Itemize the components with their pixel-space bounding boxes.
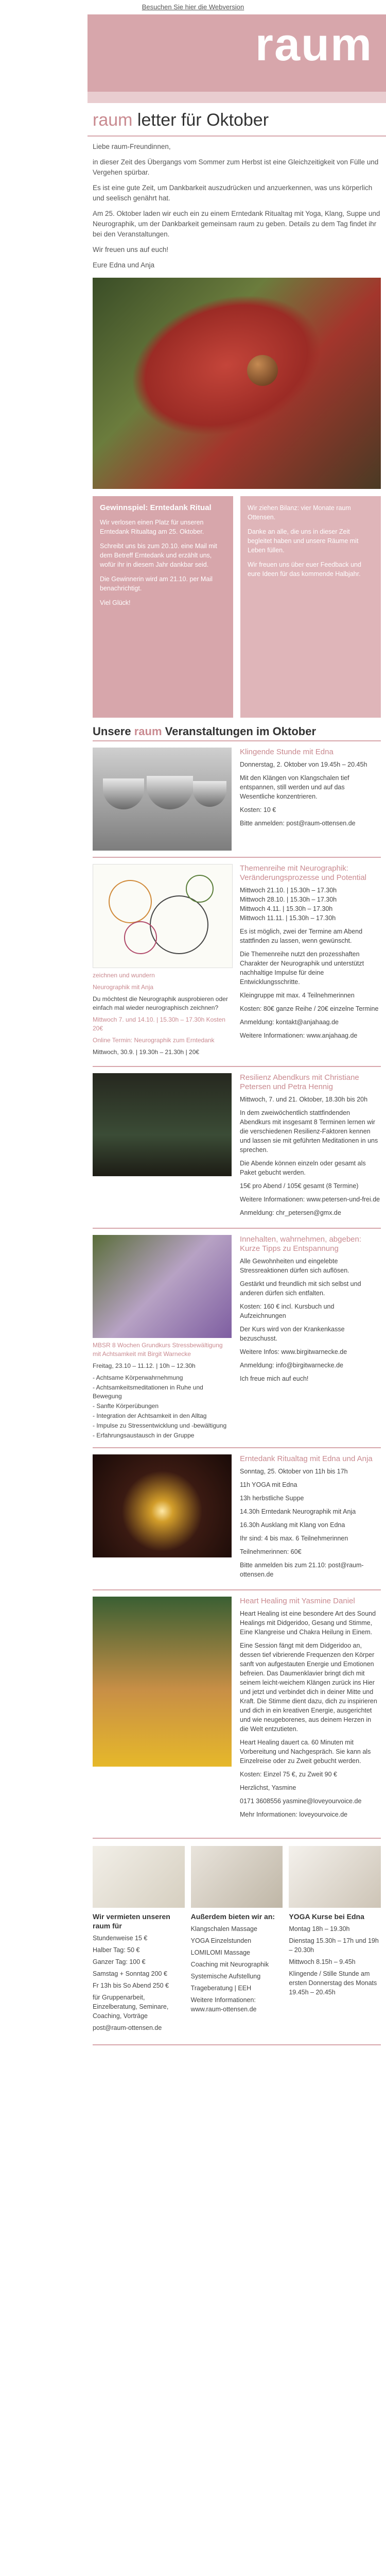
event-resilienz	[93, 1066, 381, 1228]
event-date: Sonntag, 25. Oktober von 11h bis 17h	[240, 1468, 348, 1475]
event-media	[93, 1235, 232, 1441]
chestnut-shape	[247, 355, 278, 386]
giveaway-text: Viel Glück!	[100, 599, 131, 606]
event-text: Der Kurs wird von der Krankenkasse bezuschusst.	[240, 1326, 345, 1342]
event-text: In dem zweiwöchentlich stattfindenden Abendkurs mit insgesamt 8 Terminen lernen wir die verschiedenen Resilienz-Faktoren kennen und lassen sie mit geführten Meditationen in uns sprechen.	[240, 1109, 378, 1154]
rental-column	[93, 1846, 185, 2035]
header-strip	[87, 92, 386, 103]
yoga-column	[289, 1846, 381, 2035]
bowl-shape	[103, 778, 144, 809]
event-title: Themenreihe mit Neurographik: Veränderungsprozesse und Potential	[240, 864, 367, 882]
bowl-shape	[193, 781, 226, 807]
event-klingende-stunde	[93, 740, 381, 857]
event-media	[93, 1073, 232, 1222]
event-text: Die Abende können einzeln oder gesamt als Paket gebucht werden.	[240, 1160, 366, 1176]
review-text: Danke an alle, die uns in dieser Zeit begleitet haben und unsere Räume mit Leben füllen.	[248, 528, 359, 554]
event-media	[93, 1597, 232, 1823]
event-schedule: 13h herbstliche Suppe	[240, 1495, 304, 1502]
event-media	[93, 864, 232, 1060]
side-subtitle: Neurographik mit Anja	[93, 984, 154, 991]
event-price: Kosten: 160 € incl. Kursbuch und Aufzeichnungen	[240, 1303, 335, 1319]
event-details	[240, 1073, 381, 1222]
heading-post: Veranstaltungen im Oktober	[162, 725, 317, 738]
event-price: Kosten: Einzel 75 €, zu Zweit 90 €	[240, 1771, 337, 1778]
column-title: Außerdem bieten wir an:	[190, 1912, 275, 1921]
bottom-columns	[93, 1838, 381, 2035]
column-line: Halber Tag: 50 €	[93, 1946, 140, 1954]
side-bullet: - Sanfte Körperübungen	[93, 1402, 159, 1410]
intro-text	[87, 142, 386, 270]
event-details	[240, 1235, 381, 1441]
giveaway-title: Gewinnspiel: Erntedank Ritual	[100, 503, 212, 512]
event-mbsr	[93, 1228, 381, 1447]
side-date: Mittwoch 7. und 14.10. | 15.30h – 17.30h Kosten 20€	[93, 1016, 225, 1032]
heading-pre: Unsere	[93, 725, 134, 738]
event-price: 15€ pro Abend / 105€ gesamt (8 Termine)	[240, 1182, 359, 1190]
event-details	[240, 748, 381, 851]
event-signup[interactable]: Bitte anmelden: post@raum-ottensen.de	[240, 820, 356, 827]
side-bullet: - Impulse zu Stressentwicklung und -bewältigung	[93, 1422, 227, 1429]
event-title: Innehalten, wahrnehmen, abgeben: Kurze Tipps zu Entspannung	[240, 1235, 362, 1253]
event-text: Es ist möglich, zwei der Termine am Abend stattfinden zu lassen, wenn gewünscht.	[240, 928, 363, 944]
event-text: Mit den Klängen von Klangschalen tief entspannen, still werden und auf das Wesentliche konzentrieren.	[240, 774, 349, 800]
room-image	[93, 1846, 185, 1908]
intro-signature: Eure Edna und Anja	[93, 261, 155, 269]
column-line: Coaching mit Neurographik	[190, 1961, 269, 1968]
intro-greeting: Liebe raum-Freundinnen,	[93, 143, 171, 150]
event-schedule: 11h YOGA mit Edna	[240, 1481, 297, 1488]
event-info-link[interactable]: Weitere Informationen: www.petersen-und-frei.de	[240, 1196, 380, 1203]
event-info-link[interactable]: Weitere Infos: www.birgitwarnecke.de	[240, 1348, 347, 1355]
candle-wreath-image	[93, 1454, 232, 1557]
event-info-link[interactable]: Mehr Informationen: loveyourvoice.de	[240, 1811, 348, 1818]
event-date: Mittwoch 4.11. | 15.30h – 17.30h	[240, 905, 333, 912]
events-heading	[87, 718, 386, 740]
column-line: Dienstag 15.30h – 17h und 19h – 20.30h	[289, 1937, 379, 1954]
event-title: Heart Healing mit Yasmine Daniel	[240, 1597, 355, 1605]
event-schedule: 14.30h Erntedank Neurographik mit Anja	[240, 1508, 356, 1515]
brand-logo: raum	[255, 19, 373, 71]
column-line: Montag 18h – 19.30h	[289, 1925, 350, 1933]
intro-paragraph: Wir freuen uns auf euch!	[93, 246, 169, 253]
event-title: Klingende Stunde mit Edna	[240, 748, 334, 756]
intro-paragraph: in dieser Zeit des Übergangs vom Sommer zum Herbst ist eine Gleichzeitigkeit von Fülle und Vergehen spürbar.	[93, 158, 379, 176]
services-column	[191, 1846, 283, 2035]
event-date: Donnerstag, 2. Oktober von 19.45h – 20.45h	[240, 761, 367, 768]
event-text: Heart Healing ist eine besondere Art des Sound Healings mit Didgeridoo, Gesang und Stimme, Eine Klangreise und Chakra Heilung in Einem.	[240, 1610, 376, 1636]
event-signup[interactable]: Bitte anmelden bis zum 21.10: post@raum-ottensen.de	[240, 1562, 364, 1578]
title-rest: letter für Oktober	[132, 110, 269, 130]
woman-portrait-image	[93, 1597, 232, 1767]
event-text: Alle Gewohnheiten und eingelebte Stressreaktionen dürfen sich auflösen.	[240, 1258, 349, 1274]
giveaway-text: Wir verlosen einen Platz für unseren Erntedank Ritualtag am 25. Oktober.	[100, 519, 204, 535]
yoga-room-image	[289, 1846, 381, 1908]
side-date: Mittwoch, 30.9. | 19.30h – 21.30h | 20€	[93, 1048, 200, 1056]
event-price: Teilnehmerinnen: 60€	[240, 1548, 302, 1555]
giveaway-text: Schreibt uns bis zum 20.10. eine Mail mit dem Betreff Erntedank und erzählt uns, wofür ihr in diesem Jahr dankbar seid.	[100, 543, 217, 568]
column-title: Wir vermieten unseren raum für	[93, 1912, 170, 1930]
review-box	[240, 496, 381, 718]
evening-fire-image	[93, 1073, 232, 1176]
event-neurographik	[93, 857, 381, 1066]
giveaway-box	[93, 496, 233, 718]
giveaway-text: Die Gewinnerin wird am 21.10. per Mail benachrichtigt.	[100, 575, 213, 592]
side-bullet: - Achtsamkeitsmeditationen in Ruhe und Bewegung	[93, 1384, 203, 1400]
side-bullet: - Achtsame Körperwahrnehmung	[93, 1374, 183, 1381]
column-line: Trageberatung | EEH	[190, 1985, 252, 1992]
hero-image-autumn-leaf	[93, 278, 381, 489]
column-line: Klangschalen Massage	[190, 1925, 257, 1933]
event-date: Mittwoch 28.10. | 15.30h – 17.30h	[240, 896, 337, 903]
intro-paragraph: Am 25. Oktober laden wir euch ein zu einem Erntedank Ritualtag mit Yoga, Klang, Suppe und Neurographik, um der Dankbarkeit gemeinsam raum zu geben. Details zu dem Tag findet ihr bei den Veranstaltungen.	[93, 210, 380, 238]
event-title: Resilienz Abendkurs mit Christiane Petersen und Petra Hennig	[240, 1073, 359, 1091]
title-brand: raum	[93, 110, 133, 130]
event-details	[240, 1454, 381, 1583]
side-title: zeichnen und wundern	[93, 972, 155, 979]
event-contact[interactable]: 0171 3608556 yasmine@loveyourvoice.de	[240, 1798, 362, 1805]
side-bullet: - Erfahrungsaustausch in der Gruppe	[93, 1432, 195, 1439]
side-date: Freitag, 23.10 – 11.12. | 10h – 12.30h	[93, 1362, 196, 1369]
event-text: Heart Healing dauert ca. 60 Minuten mit Vorbereitung und Nachgespräch. Sie kann als Einzelreise oder zu Zweit gebucht werden.	[240, 1739, 371, 1765]
event-text: Kleingruppe mit max. 4 Teilnehmerinnen	[240, 992, 355, 999]
column-line: Ganzer Tag: 100 €	[93, 1958, 146, 1965]
side-text: Du möchtest die Neurographik ausprobieren oder einfach mal wieder neurographisch zeichnen?	[93, 995, 228, 1011]
event-details	[240, 864, 381, 1060]
column-line: Systemische Aufstellung	[190, 1973, 261, 1980]
event-text: Ich freue mich auf euch!	[240, 1375, 309, 1382]
column-title: YOGA Kurse bei Edna	[289, 1912, 364, 1921]
event-heart-healing	[93, 1589, 381, 1829]
review-text: Wir freuen uns über euer Feedback und eure Ideen für das kommende Halbjahr.	[248, 561, 361, 578]
page-title	[87, 103, 386, 130]
singing-bowls-image	[93, 748, 232, 851]
column-line: YOGA Einzelstunden	[190, 1937, 252, 1944]
column-line: Fr 13h bis So Abend 250 €	[93, 1982, 169, 1989]
footer-rule	[93, 2044, 381, 2066]
column-website[interactable]: Weitere Informationen: www.raum-ottensen.de	[190, 1996, 257, 2013]
event-signup[interactable]: Anmeldung: info@birgitwarnecke.de	[240, 1362, 343, 1369]
column-email[interactable]: post@raum-ottensen.de	[93, 2024, 162, 2031]
event-text: Ihr sind: 4 bis max. 6 Teilnehmerinnen	[240, 1535, 348, 1542]
heading-brand: raum	[134, 725, 162, 738]
webversion-link[interactable]: Besuchen Sie hier die Webversion	[142, 3, 244, 11]
column-line: Mittwoch 8.15h – 9.45h	[289, 1958, 356, 1965]
event-media	[93, 748, 232, 851]
event-schedule: 16.30h Ausklang mit Klang von Edna	[240, 1521, 345, 1529]
info-boxes	[93, 496, 381, 718]
event-info-link[interactable]: Weitere Informationen: www.anjahaag.de	[240, 1032, 358, 1039]
massage-room-image	[191, 1846, 283, 1908]
column-line: Klingende / Stille Stunde am ersten Donnerstag des Monats 19.45h – 20.45h	[289, 1970, 377, 1996]
event-price: Kosten: 10 €	[240, 806, 276, 814]
event-date: Mittwoch 11.11. | 15.30h – 17.30h	[240, 914, 336, 922]
side-online: Online Termin: Neurographik zum Erntedank	[93, 1037, 215, 1044]
webversion-bar	[0, 0, 386, 14]
event-text: Herzlichst, Yasmine	[240, 1784, 296, 1791]
side-bullet: - Integration der Achtsamkeit in den Alltag	[93, 1412, 207, 1419]
column-line: für Gruppenarbeit, Einzelberatung, Seminare, Coaching, Vorträge	[93, 1994, 169, 2020]
flower-image	[93, 1235, 232, 1338]
event-date: Mittwoch 21.10. | 15.30h – 17.30h	[240, 887, 337, 894]
column-line: LOMILOMI Massage	[190, 1949, 250, 1956]
header-banner	[87, 14, 386, 92]
event-text: Die Themenreihe nutzt den prozesshaften Charakter der Neurographik und unterstützt nachhaltige Impulse für deine Entwicklungsschritte.	[240, 951, 364, 986]
event-price: Kosten: 80€ ganze Reihe / 20€ einzelne Termine	[240, 1005, 379, 1012]
event-title: Erntedank Ritualtag mit Edna und Anja	[240, 1454, 373, 1463]
leaf-shape	[113, 278, 340, 459]
newsletter	[87, 14, 386, 2066]
column-line: Stundenweise 15 €	[93, 1935, 148, 1942]
event-date: Mittwoch, 7. und 21. Oktober, 18.30h bis 20h	[240, 1096, 368, 1103]
side-title: MBSR 8 Wochen Grundkurs Stressbewältigung mit Achtsamkeit mit Birgit Warnecke	[93, 1342, 223, 1358]
review-text: Wir ziehen Bilanz: vier Monate raum Ottensen.	[248, 504, 351, 521]
divider	[87, 135, 386, 137]
event-media	[93, 1454, 232, 1583]
event-text: Gestärkt und freundlich mit sich selbst und anderen dürfen sich entfalten.	[240, 1280, 361, 1297]
intro-paragraph: Es ist eine gute Zeit, um Dankbarkeit auszudrücken und anzuerkennen, was uns körperlich und seelisch genährt hat.	[93, 184, 373, 202]
bowl-shape	[147, 776, 193, 809]
event-signup[interactable]: Anmeldung: kontakt@anjahaag.de	[240, 1019, 339, 1026]
column-line: Samstag + Sonntag 200 €	[93, 1970, 167, 1977]
event-text: Eine Session fängt mit dem Didgeridoo an, dessen tief vibrierende Frequenzen den Körper sanft von aufgestauten Energie und Emotionen befreien. Das Daumenklavier bringt dich mit seinem leicht-weichem Klängen zurück ins Hier und jetzt und verbindet dich in deiner Mitte und Kraft. Die Stimme dient dazu, dich zu inspirieren und dich in ein kreativen Energie, ausgerichtet und wie neugeborenes, aus deinem Herzen in die Welt entzutieten.	[240, 1642, 377, 1733]
event-erntedank	[93, 1447, 381, 1589]
event-details	[240, 1597, 381, 1823]
neurographik-drawing-image	[93, 864, 233, 968]
event-signup[interactable]: Anmeldung: chr_petersen@gmx.de	[240, 1209, 341, 1216]
